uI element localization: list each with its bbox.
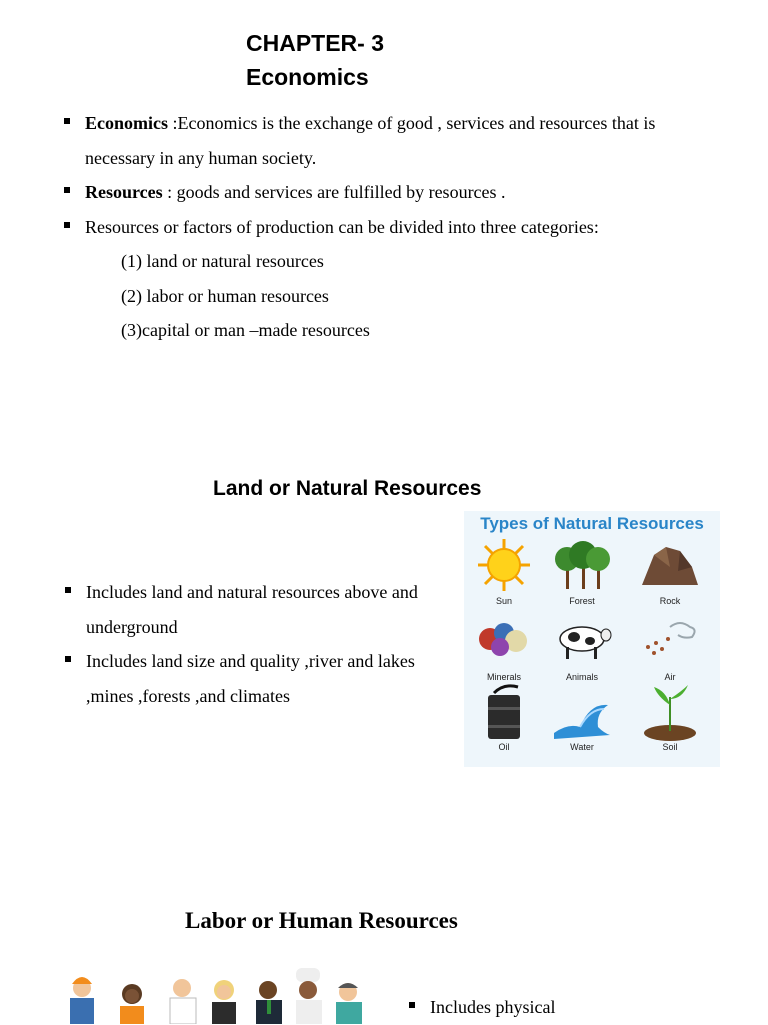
category-labor: (2) labor or human resources — [121, 285, 329, 306]
category-land: (1) land or natural resources — [121, 251, 324, 271]
land-bullet — [86, 644, 426, 713]
factors-text: Resources or factors of production can be divided into three categories: — [85, 216, 599, 237]
land-bullet-list — [86, 575, 426, 713]
rock-label: Rock — [659, 596, 681, 606]
workers-icon — [60, 966, 370, 1024]
forest-icon — [552, 537, 612, 593]
water-icon — [552, 683, 612, 745]
term-economics: Economics — [85, 113, 168, 133]
forest-label: Forest — [569, 596, 595, 606]
category-capital: (3)capital or man –made resources — [121, 320, 370, 340]
chapter-heading — [246, 26, 384, 94]
air-label: Air — [664, 672, 676, 682]
bullet-marker — [64, 118, 70, 124]
figure-title: Types of Natural Resources — [480, 514, 704, 533]
cow-icon — [552, 613, 612, 665]
labor-bullet — [430, 990, 750, 1025]
air-item — [630, 613, 710, 683]
chapter-title: Economics — [246, 64, 369, 90]
land-bullets-section — [86, 575, 426, 713]
animals-label: Animals — [565, 672, 598, 682]
bullet-resources — [85, 175, 725, 210]
water-item — [542, 683, 622, 753]
rock-item — [630, 537, 710, 607]
term-resources: Resources — [85, 182, 163, 202]
minerals-label: Minerals — [486, 672, 521, 682]
labor-heading: Labor or Human Resources — [185, 908, 458, 933]
oil-barrel-icon — [474, 683, 534, 745]
rock-icon — [640, 537, 700, 593]
oil-item — [464, 683, 544, 753]
land-bullet-text: Includes land and natural resources above and underground — [86, 582, 418, 637]
bullet-marker — [65, 656, 71, 662]
bullet-marker — [409, 1002, 415, 1008]
sun-icon — [474, 537, 534, 593]
forest-item — [542, 537, 622, 607]
bullet-marker — [65, 587, 71, 593]
air-icon — [640, 613, 700, 665]
sun-label: Sun — [495, 596, 512, 606]
oil-label: Oil — [498, 742, 510, 752]
sun-item — [464, 537, 544, 607]
labor-bullets-section — [430, 990, 750, 1025]
water-label: Water — [570, 742, 594, 752]
definition-economics: :Economics is the exchange of good , services and resources that is necessary in any human society. — [85, 113, 656, 168]
minerals-icon — [474, 613, 534, 665]
soil-sprout-icon — [640, 683, 700, 745]
intro-bullet-list — [85, 106, 725, 244]
soil-label: Soil — [662, 742, 678, 752]
land-heading: Land or Natural Resources — [213, 477, 482, 500]
minerals-item — [464, 613, 544, 683]
bullet-economics — [85, 106, 725, 175]
animals-item — [542, 613, 622, 683]
soil-item — [630, 683, 710, 753]
bullet-marker — [64, 222, 70, 228]
bullet-factors — [85, 210, 725, 245]
land-bullet-text: Includes land size and quality ,river and lakes ,mines ,forests ,and climates — [86, 651, 415, 706]
definition-resources: : goods and services are fulfilled by resources . — [162, 182, 506, 202]
labor-bullet-list — [430, 990, 750, 1025]
chapter-number: CHAPTER- 3 — [246, 30, 385, 56]
workers-illustration — [60, 966, 370, 1024]
bullet-marker — [64, 187, 70, 193]
labor-bullet-text: Includes physical — [430, 997, 556, 1017]
land-bullet — [86, 575, 426, 644]
intro-section — [85, 106, 725, 348]
natural-resources-figure — [464, 511, 720, 767]
